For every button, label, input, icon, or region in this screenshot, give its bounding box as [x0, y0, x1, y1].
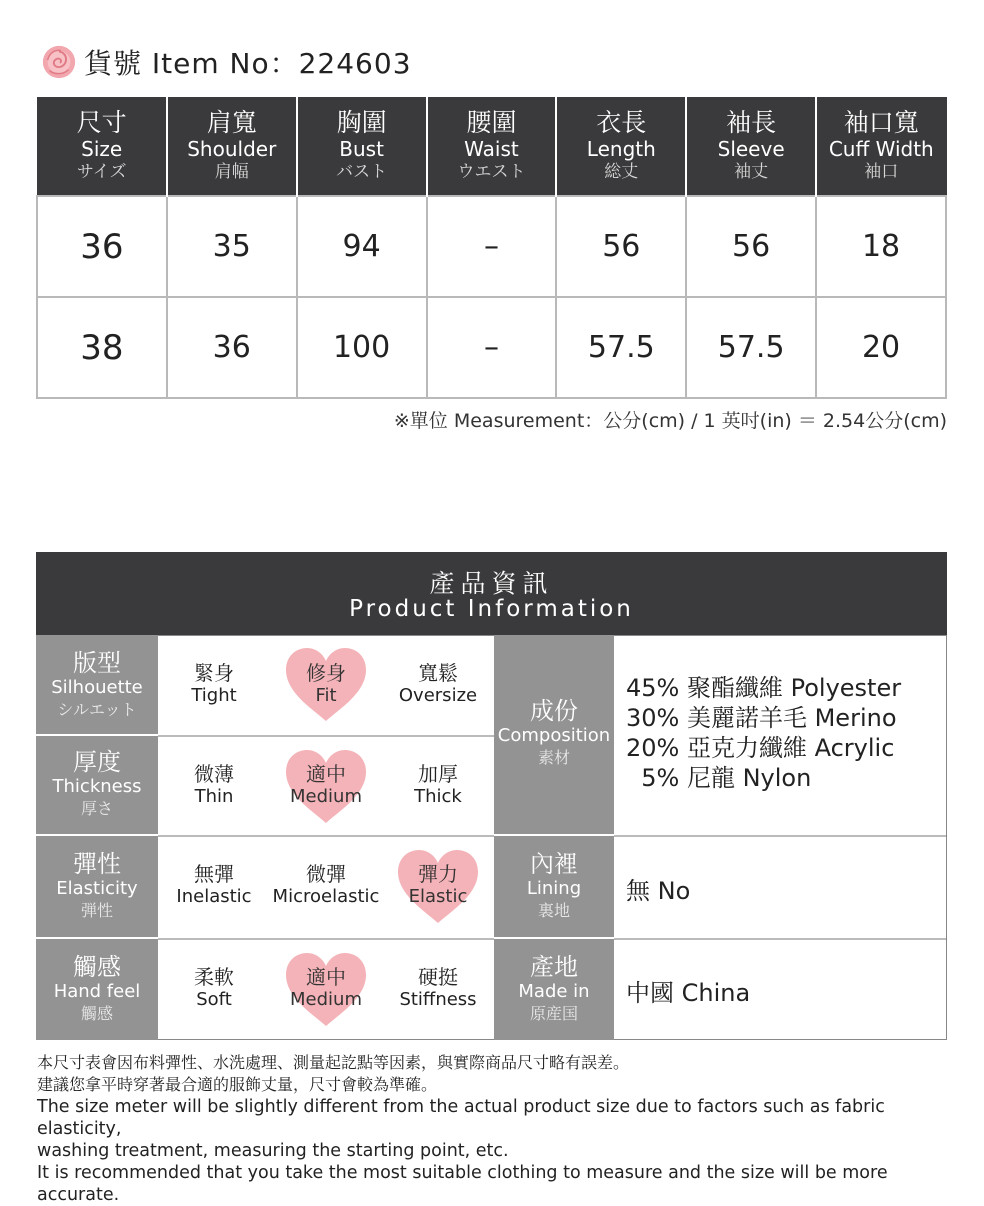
disclaimer-zh-line: 本尺寸表會因布料彈性、水洗處理、測量起訖點等因素，與實際商品尺寸略有誤差。 [37, 1053, 630, 1072]
col-header-cuff-width: 袖口寬 Cuff Width 袖口 [816, 97, 946, 196]
composition-values [614, 673, 947, 793]
category-origin: 產地 Made in 原産国 [494, 939, 614, 1040]
product-info-title-zh: 產品資訊 [429, 569, 554, 598]
table-cell: 56 [556, 196, 686, 297]
col-header-shoulder: 肩寬 Shoulder 肩幅 [167, 97, 297, 196]
rose-icon [40, 43, 78, 81]
disclaimer-en-line: The size meter will be slightly different from the actual product size due to factors such as fabric elasticity, [37, 1097, 885, 1139]
table-row [37, 297, 946, 398]
disclaimer-en-line: It is recommended that you take the most suitable clothing to measure and the size will be more accurate. [37, 1163, 888, 1205]
item-header [40, 40, 412, 84]
table-cell: – [427, 297, 557, 398]
size-table [36, 97, 947, 399]
category-lining: 內裡 Lining 裏地 [494, 836, 614, 939]
lining-value: 無 No [626, 877, 691, 905]
table-cell: 100 [297, 297, 427, 398]
col-header-size: 尺寸 Size サイズ [37, 97, 167, 196]
table-cell: 56 [686, 196, 816, 297]
category-hand-feel: 觸感 Hand feel 觸感 [36, 939, 158, 1040]
composition-line: 30% 美麗諾羊毛 Merino [626, 704, 897, 732]
thickness-options [158, 736, 494, 836]
category-composition: 成份 Composition 素材 [494, 635, 614, 836]
option-elastic-selected: 彈力 Elastic [382, 862, 494, 939]
option-medium-selected: 適中 Medium [270, 762, 382, 836]
col-header-waist: 腰圍 Waist ウエスト [427, 97, 557, 196]
table-row [37, 196, 946, 297]
product-info-header [36, 552, 947, 635]
option-thin: 微薄 Thin [194, 762, 234, 807]
table-cell: 18 [816, 196, 946, 297]
origin-value: 中國 China [626, 979, 751, 1007]
elasticity-options [158, 836, 494, 939]
composition-line: 5% 尼龍 Nylon [626, 764, 812, 792]
category-thickness: 厚度 Thickness 厚さ [36, 736, 158, 836]
composition-line: 45% 聚酯纖維 Polyester [626, 674, 902, 702]
composition-line: 20% 亞克力纖維 Acrylic [626, 734, 895, 762]
option-thick: 加厚 Thick [414, 762, 462, 807]
option-stiffness: 硬挺 Stiffness [399, 965, 477, 1010]
col-header-length: 衣長 Length 総丈 [556, 97, 686, 196]
disclaimer-en-line: washing treatment, measuring the starting point, etc. [37, 1141, 509, 1161]
measurement-note: ※單位 Measurement：公分(cm) / 1 英吋(in) ＝ 2.54公分(cm) [393, 410, 947, 432]
option-medium-selected: 適中 Medium [270, 965, 382, 1040]
option-tight: 緊身 Tight [191, 661, 237, 706]
option-soft: 柔軟 Soft [194, 965, 234, 1010]
category-silhouette: 版型 Silhouette シルエット [36, 635, 158, 736]
hand-feel-options [158, 939, 494, 1040]
product-info-body [36, 635, 947, 1040]
option-inelastic: 無彈 Inelastic [176, 862, 252, 907]
table-cell: 38 [37, 297, 167, 398]
disclaimer-zh-line: 建議您拿平時穿著最合適的服飾丈量，尺寸會較為準確。 [37, 1075, 438, 1094]
size-table-header-row [37, 97, 946, 196]
table-cell: 20 [816, 297, 946, 398]
category-elasticity: 彈性 Elasticity 弾性 [36, 836, 158, 939]
table-cell: 35 [167, 196, 297, 297]
table-cell: 57.5 [686, 297, 816, 398]
table-cell: 57.5 [556, 297, 686, 398]
col-header-bust: 胸圍 Bust バスト [297, 97, 427, 196]
disclaimer [37, 1052, 952, 1206]
col-header-sleeve: 袖長 Sleeve 袖丈 [686, 97, 816, 196]
silhouette-options [158, 635, 494, 736]
product-info-title-en: Product Information [349, 596, 634, 622]
table-cell: 36 [167, 297, 297, 398]
item-number-title: 貨號 Item No：224603 [84, 47, 412, 80]
option-microelastic: 微彈 Microelastic [272, 862, 380, 907]
option-fit-selected: 修身 Fit [270, 661, 382, 736]
option-oversize: 寬鬆 Oversize [398, 661, 478, 706]
table-cell: 94 [297, 196, 427, 297]
table-cell: – [427, 196, 557, 297]
table-cell: 36 [37, 196, 167, 297]
